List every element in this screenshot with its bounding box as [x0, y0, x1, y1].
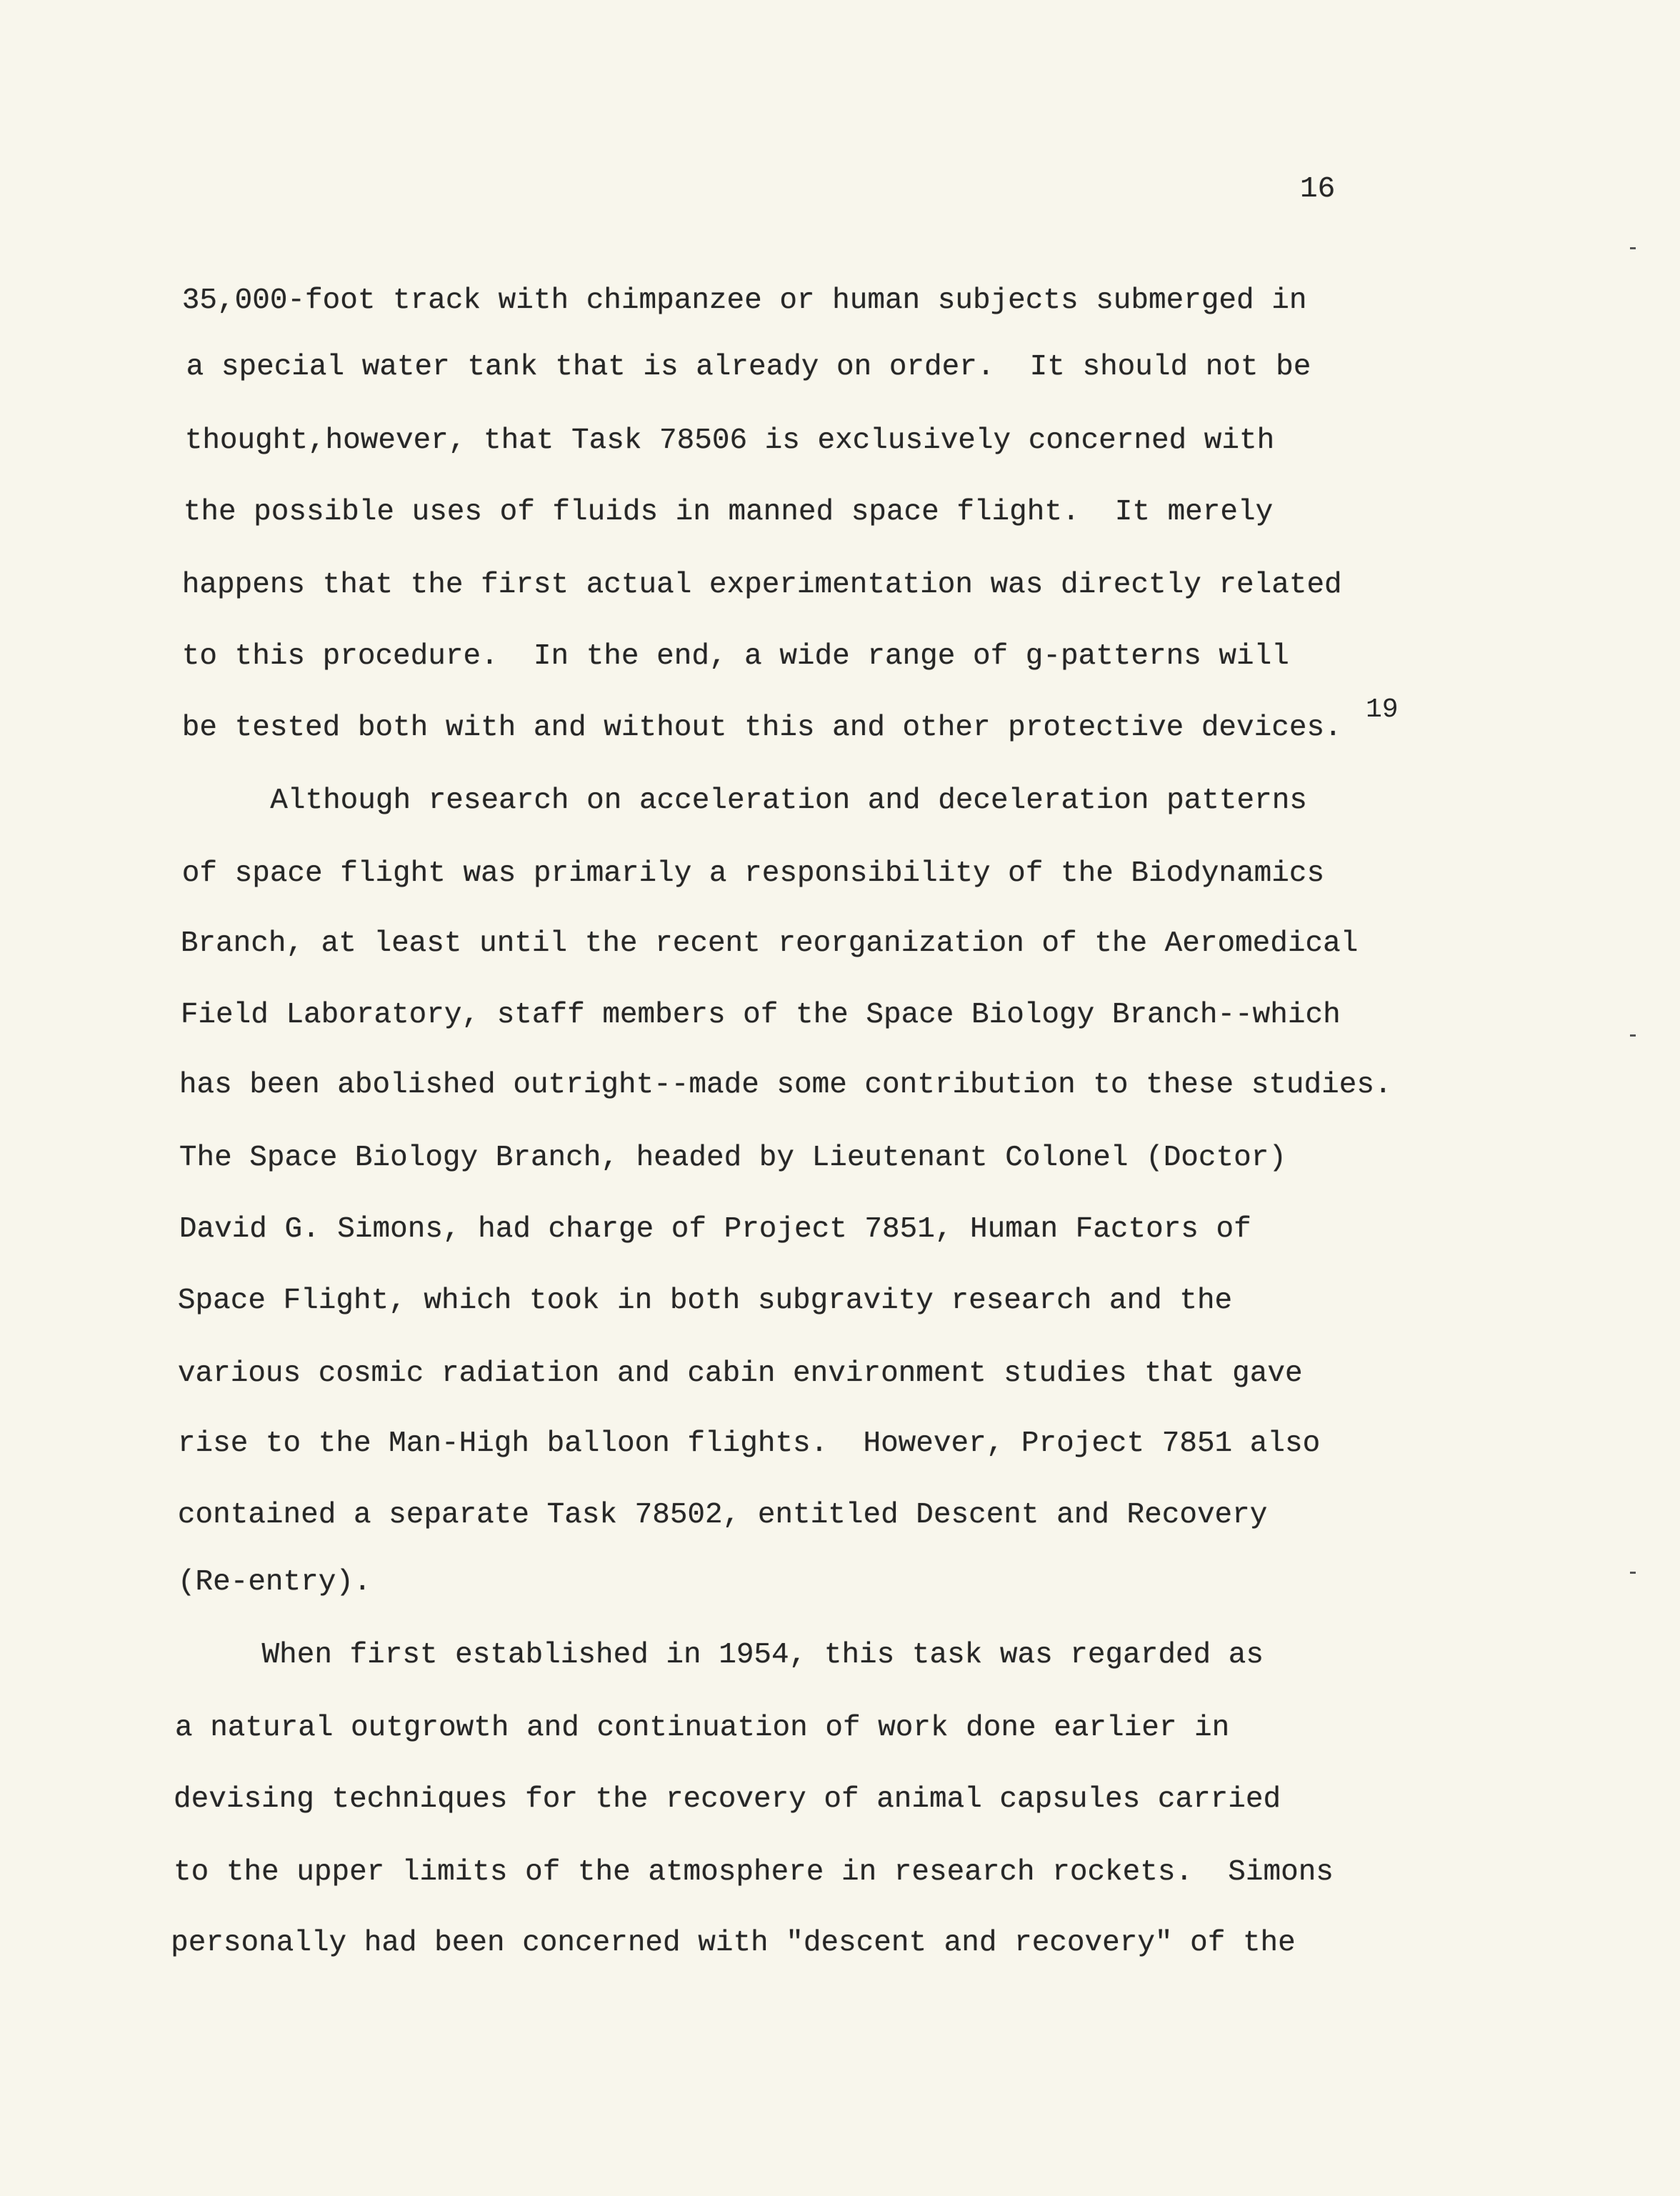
text-line: Although research on acceleration and deceleration patterns — [270, 784, 1307, 818]
footnote-reference: 19 — [1366, 694, 1399, 725]
text-line: to the upper limits of the atmosphere in research rockets. Simons — [174, 1855, 1334, 1889]
text-line: personally had been concerned with "descent and recovery" of the — [171, 1927, 1296, 1960]
text-line: Field Laboratory, staff members of the Space Biology Branch--which — [180, 999, 1341, 1032]
text-line: 35,000-foot track with chimpanzee or human subjects submerged in — [181, 284, 1307, 318]
text-line: (Re-entry). — [177, 1565, 371, 1599]
margin-mark — [1630, 247, 1636, 249]
text-line: When first established in 1954, this task was regarded as — [261, 1638, 1264, 1672]
margin-mark — [1630, 1572, 1636, 1574]
text-line: a natural outgrowth and continuation of work done earlier in — [175, 1711, 1230, 1745]
page-number: 16 — [1300, 173, 1336, 206]
text-line: be tested both with and without this and other protective devices. — [181, 712, 1342, 745]
text-line: various cosmic radiation and cabin environment studies that gave — [177, 1357, 1303, 1390]
text-line: Space Flight, which took in both subgravity research and the — [177, 1284, 1233, 1317]
text-line: The Space Biology Branch, headed by Lieutenant Colonel (Doctor) — [179, 1141, 1286, 1174]
text-line: has been abolished outright--made some contribution to these studies. — [179, 1069, 1392, 1102]
text-line: Branch, at least until the recent reorganization of the Aeromedical — [180, 927, 1359, 961]
text-line: devising techniques for the recovery of animal capsules carried — [174, 1782, 1281, 1816]
text-line: happens that the first actual experimentation was directly related — [181, 569, 1342, 602]
text-line: of space flight was primarily a responsibility of the Biodynamics — [181, 857, 1325, 891]
text-line: to this procedure. In the end, a wide range of g-patterns will — [181, 640, 1289, 674]
text-line: thought,however, that Task 78506 is exclusively concerned with — [184, 424, 1275, 458]
text-line: rise to the Man-High balloon flights. However, Project 7851 also — [177, 1427, 1321, 1460]
text-line: contained a separate Task 78502, entitled Descent and Recovery — [177, 1498, 1268, 1532]
text-line: David G. Simons, had charge of Project 7851, Human Factors of — [179, 1212, 1251, 1246]
margin-mark — [1630, 1034, 1636, 1037]
text-line: a special water tank that is already on order. It should not be — [186, 350, 1311, 384]
text-line: the possible uses of fluids in manned space flight. It merely — [183, 496, 1274, 529]
